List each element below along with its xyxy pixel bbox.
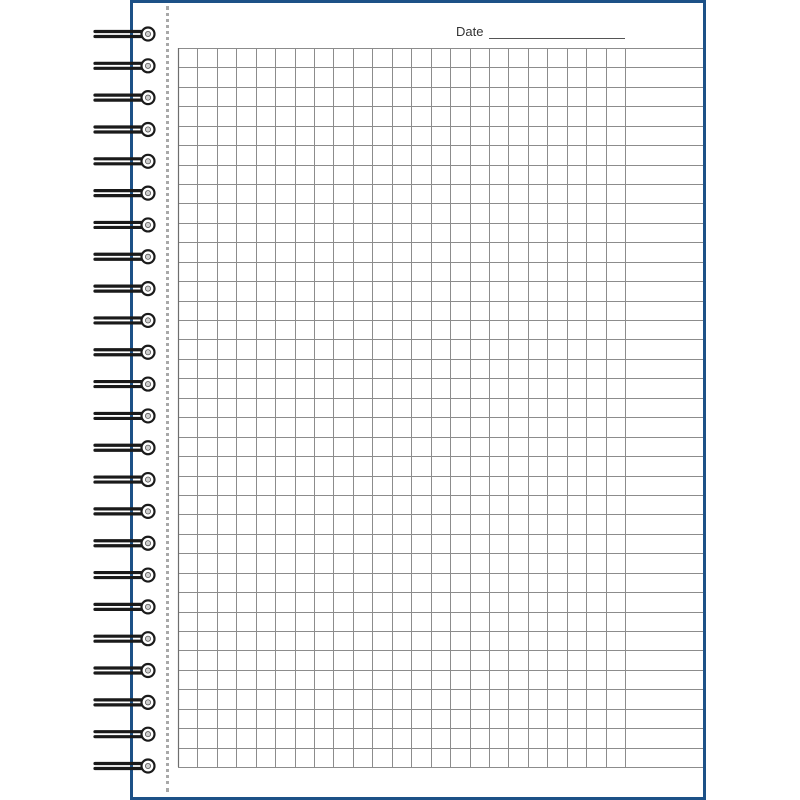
punch-hole [145,318,150,323]
punch-hole [145,31,150,36]
binding-coil [95,218,155,231]
punch-hole [145,159,150,164]
binding-coil [95,569,155,582]
punch-hole [145,222,150,227]
punch-hole [145,191,150,196]
binding-coil [95,409,155,422]
binding-coil [95,91,155,104]
binding-coil [95,664,155,677]
binding-coil [95,600,155,613]
binding-coil [95,505,155,518]
binding-coil [95,59,155,72]
punch-hole [145,509,150,514]
punch-hole [145,477,150,482]
punch-hole [145,381,150,386]
punch-hole [145,700,150,705]
binding-coil [95,537,155,550]
punch-hole [145,763,150,768]
punch-hole [145,95,150,100]
binding-coil [95,696,155,709]
binding-coil [95,632,155,645]
punch-hole [145,732,150,737]
binding-coil [95,760,155,773]
punch-hole [145,604,150,609]
binding-coil [95,282,155,295]
binding-coil [95,314,155,327]
binding-coil [95,155,155,168]
punch-hole [145,254,150,259]
binding-coil [95,473,155,486]
punch-hole [145,572,150,577]
binding-coil [95,346,155,359]
binding-coil [95,441,155,454]
binding-coil [95,187,155,200]
date-label: Date [456,24,484,39]
binding-coil [95,123,155,136]
punch-hole [145,63,150,68]
binding-coil [95,250,155,263]
binding-coil [95,378,155,391]
punch-hole [145,413,150,418]
punch-hole [145,286,150,291]
punch-hole [145,127,150,132]
binding-coil [95,728,155,741]
punch-hole [145,636,150,641]
punch-hole [145,445,150,450]
punch-hole [145,541,150,546]
punch-hole [145,668,150,673]
binding-coil [95,28,155,41]
punch-hole [145,350,150,355]
